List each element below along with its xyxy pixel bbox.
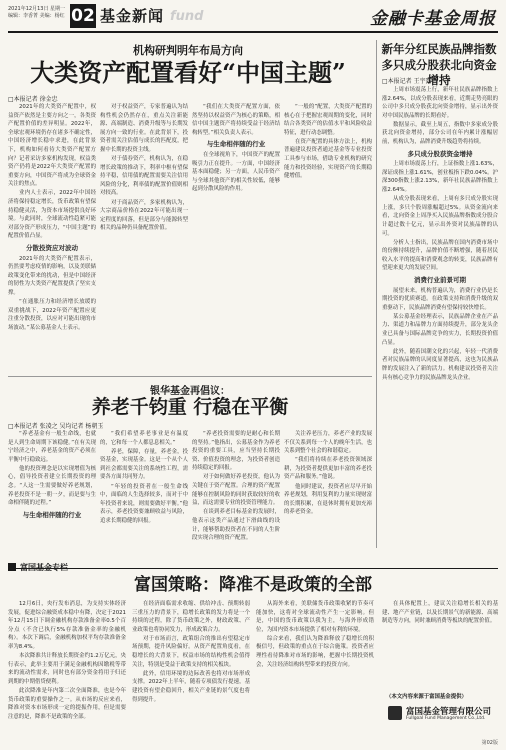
feature-subhead: 消费行业前景可期 bbox=[414, 275, 466, 284]
sponsor-mark-icon bbox=[388, 706, 402, 720]
lead-subhead: 分散投资应对波动 bbox=[26, 244, 78, 252]
bottom-column-3 bbox=[256, 600, 374, 740]
bottom-column-2 bbox=[132, 600, 250, 740]
feature-title-line-2: 多只成分股获北向资金增持 bbox=[381, 58, 497, 87]
lead-paragraph: 业内人士表示，2022年中国经济将保持稳定增长，货币政策有望保持稳健灵活，为资本市场提供良好环境。与此同时，全球流动性趋紧可能对部分资产形成压力，“中国主题”的配置价值凸显。 bbox=[8, 190, 96, 240]
feature-paragraph: 某公募基金经理表示，民族品牌企业在产品力、渠道力和品牌力方面持续提升，部分龙头企业已具备与国际品牌竞争的实力，长期投资价值凸显。 bbox=[382, 313, 498, 346]
feature-paragraph: 数据显示，截至上周五，指数中多家成分股获北向资金增持，部分公司在年内累计涨幅居前，机构认为，品牌消费升级趋势将持续。 bbox=[382, 121, 498, 146]
feature-byline: □本报记者 王宇露 bbox=[382, 78, 432, 85]
lead-headline: 大类资产配置看好“中国主题” bbox=[30, 58, 346, 87]
lead-paragraph: 2021年的大类资产配置中，权益资产依然是主要方向之一，各类资产配置价值的差异明显。2022年，全球宏观环境仍存在诸多不确定性，中国经济增长稳中求进，在此背景下，机构如何看待大类资产配置方向？记者采访多家机构发现，权益类资产仍将是2022年大类资产配置的重要方向，中国资产将成为全球资金关注的焦点。 bbox=[8, 104, 96, 188]
feature-subhead: 多只成分股获资金增持 bbox=[407, 149, 473, 158]
section-title-en: fund bbox=[170, 9, 204, 24]
column-divider bbox=[376, 40, 377, 548]
lead-column-4 bbox=[284, 103, 372, 371]
middle-byline: □本报记者 张凌之 吴均记者 杨朝玉 bbox=[8, 423, 104, 430]
feature-column bbox=[382, 86, 498, 548]
masthead-rule bbox=[8, 31, 498, 33]
feature-paragraph: 分析人士指出，民族品牌在国内消费市场中的份额持续提升，品牌价值不断增强，随着居民收入水平的提高和消费观念的转变，民族品牌有望迎来更大的发展空间。 bbox=[382, 239, 498, 272]
middle-paragraph: 对于如何做好养老投资，他认为关键在于资产配置。合理的资产配置能够在控制风险的同时获取较好的收益，而这需要专业的投资管理能力。 bbox=[192, 474, 280, 507]
bottom-paragraph: 在经济面临需求收缩、供给冲击、预期转弱三重压力的背景下，稳增长政策的发力将是一个持续的过程，除了货币政策之外，财政政策、产业政策也将协同发力，形成政策合力。 bbox=[132, 601, 250, 633]
editor-credit: 编辑：李香菁 美编：杨红 bbox=[8, 13, 65, 19]
column-band-label: 富国基金专栏 bbox=[20, 563, 68, 572]
section-title: 基金新闻 bbox=[100, 7, 165, 25]
middle-kicker: 银华基金再倡议： bbox=[150, 386, 230, 397]
section-divider bbox=[8, 376, 372, 377]
page-number-badge: 02 bbox=[71, 6, 95, 26]
lead-paragraph: 在全球视角下，中国资产的配置吸引力正在提升。一方面，中国经济基本面稳健；另一方面，人民币资产与全球其他资产的相关性较低，能够起到分散风险的作用。 bbox=[192, 151, 280, 193]
page-footer: 第02版 bbox=[481, 740, 498, 746]
column-band-header bbox=[8, 555, 128, 572]
bottom-paragraph: 在具体配置上，建议关注稳增长相关的基建、地产产业链，以及长期景气的新能源、高端制造等方向，同时兼顾消费等板块的配置价值。 bbox=[382, 601, 498, 625]
middle-paragraph: 他的投资理念是以实现增值为核心，倡导投资者建立长期投资的理念。“人这一生需要做好养老规划，养老投资不是一朝一夕，而是要与生命相伴随的过程。” bbox=[8, 465, 96, 507]
middle-column-4 bbox=[284, 430, 372, 548]
lead-column-2 bbox=[100, 103, 188, 371]
masthead bbox=[8, 2, 498, 36]
bottom-paragraph: 综合来看，我们认为降准释放了稳增长的积极信号，但政策的重点在于综合施策。投资者应理性看待降准对市场的影响，把握中长期投资机会，关注经济结构转型带来的投资方向。 bbox=[256, 635, 374, 668]
feature-paragraph: 展望未来，机构普遍认为，消费行业仍是长期投资的优质赛道。在政策支持和消费升级的双重驱动下，民族品牌消费有望保持较快增长。 bbox=[382, 287, 498, 311]
middle-paragraph: 在谈到养老目标基金的发展时，他表示这类产品通过下滑曲线的设计，能够帮助投资者在不同的人生阶段实现合理的资产配置。 bbox=[192, 509, 280, 542]
feature-paragraph: 上周市场震荡上行，新年社民族品牌指数上涨2.64%，以成分股表现来看，近期走势亮眼的公司中多只成分股获北向资金增持，显示出外资对中国民族品牌的长期看好。 bbox=[382, 87, 498, 119]
lead-paragraph: 对于权益资产，专家普遍认为结构性机会仍然存在，重点关注新能源、高端制造、消费升级等与长期发展方向一致的行业。在此背景下，投资者需关注估值与成长的匹配度，把握中长期的投资主线。 bbox=[100, 104, 188, 153]
bottom-headline: 富国策略：降准不是政策的全部 bbox=[134, 575, 372, 595]
feature-title-line-1: 新年分红民族品牌指数 bbox=[381, 42, 497, 56]
middle-subhead: 与生命相伴随的行业 bbox=[22, 510, 82, 519]
issue-date: 2021年12月13日 星期一 bbox=[8, 6, 66, 12]
middle-paragraph: 关注养老压力，养老产业的发展不仅关系到每一个人的晚年生活，也关系到整个社会的和谐稳定。 bbox=[284, 431, 372, 455]
middle-column-3 bbox=[192, 430, 280, 548]
lead-paragraph: “一般的”配置，大类资产配置的核心在于把握宏观周期的变化，同时结合各类资产的估值水平和风险收益特征，进行动态调整。 bbox=[284, 104, 372, 136]
bottom-paragraph: 对于市场而言，政策组合的推出有望稳定市场预期，提升风险偏好。从资产配置角度看，在稳增长的大背景下，权益市场的结构性机会值得关注，特别是受益于政策支持的相关板块。 bbox=[132, 635, 250, 668]
sponsor-logo bbox=[388, 703, 498, 733]
feature-paragraph: 此外，随着国潮文化的兴起，年轻一代消费者对民族品牌的认同度显著提高，这也为民族品牌的发展注入了新的活力。机构建议投资者关注具有核心竞争力的民族品牌龙头企业。 bbox=[382, 348, 498, 381]
feature-paragraph: 从成分股表现来看，上周有多只成分股实现上涨，多只个股周涨幅超过5%。从资金流向来看，北向资金上周净买入民族品牌指数成分股合计超过数十亿元，显示出外资对民族品牌的认可。 bbox=[382, 196, 498, 237]
sponsor-name-en: Fullgoal Fund Management Co.,Ltd. bbox=[406, 716, 486, 721]
bottom-paragraph: 此外，信用环境的边际改善也将对市场形成支撑。2022年上半年，随着专项债发行提速，基建投资有望企稳回升，相关产业链的景气度也将得到提升。 bbox=[132, 670, 250, 703]
lead-paragraph: “在通胀压力和经济增长放缓的双重挑战下，2022年资产配置应更注重分散投资，以应对可能出现的市场波动。”某公募基金人士表示。 bbox=[8, 299, 96, 331]
feature-paragraph: 上周市场震荡上行，上证指数上涨1.63%，深证成指上涨1.61%，创业板指下跌0.04%。沪深300指数上涨2.13%，新年社民族品牌指数上涨2.64%。 bbox=[382, 161, 498, 194]
bottom-column-4 bbox=[382, 600, 498, 690]
lead-column-3 bbox=[192, 103, 280, 371]
lead-paragraph: 2021年的大类资产配置表示，仍然要考虑疫情的影响，以及美联储政策变化带来的扰动，但是中国经济的韧性为大类资产配置提供了坚实支撑。 bbox=[8, 255, 96, 296]
middle-paragraph: “年轻的投资者在一般生命线中，面临的人生选择较多，而对于中年投资者来说，则需要做好平衡。”他表示，养老投资要兼顾收益与风险，追求长期稳健的回报。 bbox=[100, 483, 188, 524]
bottom-column-1 bbox=[8, 600, 126, 740]
source-note: （本文内容来源于富国基金提供） bbox=[386, 694, 467, 700]
middle-paragraph: “养老投资需要的是耐心和长期的坚持。”他指出，公募基金作为养老投资的重要工具，应当坚持长期投资、价值投资的理念，为投资者创造持续稳定的回报。 bbox=[192, 431, 280, 472]
lead-paragraph: 对于债券资产，机构认为，在稳增长政策的推动下，利率中枢有望保持平稳，信用债的配置需要关注信用风险的分化，利率债的配置价值则相对较高。 bbox=[100, 156, 188, 197]
newspaper-logo: 金融卡基金周报 bbox=[370, 9, 496, 29]
lead-kicker: 机构研判明年布局方向 bbox=[133, 44, 243, 57]
middle-column-2 bbox=[100, 430, 188, 548]
bottom-paragraph: 12月6日，央行发布消息，为支持实体经济发展，促进综合融资成本稳中有降，决定于2021年12月15日下调金融机构存款准备金率0.5个百分点（不含已执行5%存款准备金率的金融机构）。本次下调后，金融机构加权平均存款准备金率为8.4%。 bbox=[8, 601, 126, 650]
lead-paragraph: 在资产配置的具体方法上，机构普遍建议投资者通过基金等专业投资工具参与市场，借助专业机构的研究能力和投资经验，实现资产的长期稳健增值。 bbox=[284, 138, 372, 180]
lead-subhead: 与生命相伴随的行业 bbox=[206, 140, 266, 149]
lead-paragraph: 对于商品资产，多家机构认为，大宗商品价格在2022年可能出现一定程度的回落，但是部分与能源转型相关的品种仍具备配置价值。 bbox=[100, 199, 188, 232]
band-rule bbox=[8, 568, 498, 569]
bottom-paragraph: 本次降准共计释放长期资金约1.2万亿元，央行表示，此举主要用于满足金融机构因缴税等带来的流动性需求，同时也有部分资金将用于归还到期的中期借贷便利。 bbox=[8, 653, 126, 685]
sponsor-name: 富国基金管理有限公司 bbox=[406, 707, 492, 717]
lead-column-1 bbox=[8, 103, 96, 371]
middle-paragraph: “养老基金有一般生命线，也就是人到生命周期下该稳健。”在有关现宁经济之中，养老基金的资产必须在平衡中行稳致远。 bbox=[8, 431, 96, 463]
lead-paragraph: “我们在大类资产配置方面，依然坚持以权益资产为核心的策略，相信中国主题资产将持续受益于经济结构转型。”相关负责人表示。 bbox=[192, 104, 280, 136]
middle-paragraph: 他同时建议，投资者应尽早开始养老规划，利用复利的力量实现财富的长期积累，在退休时拥有更加充裕的养老资金。 bbox=[284, 483, 372, 516]
middle-paragraph: “我们将持续在养老投资领域深耕，为投资者提供更加丰富的养老投资产品和服务。”他说。 bbox=[284, 457, 372, 481]
middle-column-1 bbox=[8, 430, 96, 548]
bottom-paragraph: 此次降准是年内第二次全面降准，也是今年货币政策的重要操作之一。从市场的反应来看，降准对资本市场形成一定的提振作用，但是需要注意的是，降准不是政策的全部。 bbox=[8, 687, 126, 720]
bottom-paragraph: 从海外来看，美联储货币政策收紧的节奏可能加快，这将对全球流动性产生一定影响。但是，中国的货币政策以我为主，与海外形成错位，为国内资本市场提供了相对有利的环境。 bbox=[256, 601, 374, 633]
middle-paragraph: “我们希望养老事业是有温度的，它和每一个人都息息相关。” bbox=[100, 431, 188, 446]
middle-headline: 养老千钧重 行稳在平衡 bbox=[91, 396, 289, 418]
lead-byline: □本报记者 徐金忠 bbox=[8, 96, 58, 103]
masthead-date-block bbox=[8, 6, 68, 20]
middle-paragraph: 养老，保障，存量，养老金，投资基金，实现基金。这是一个从个人到社会都需要关注的系统性工程，需要各方面共同努力。 bbox=[100, 448, 188, 481]
square-icon bbox=[8, 563, 16, 571]
